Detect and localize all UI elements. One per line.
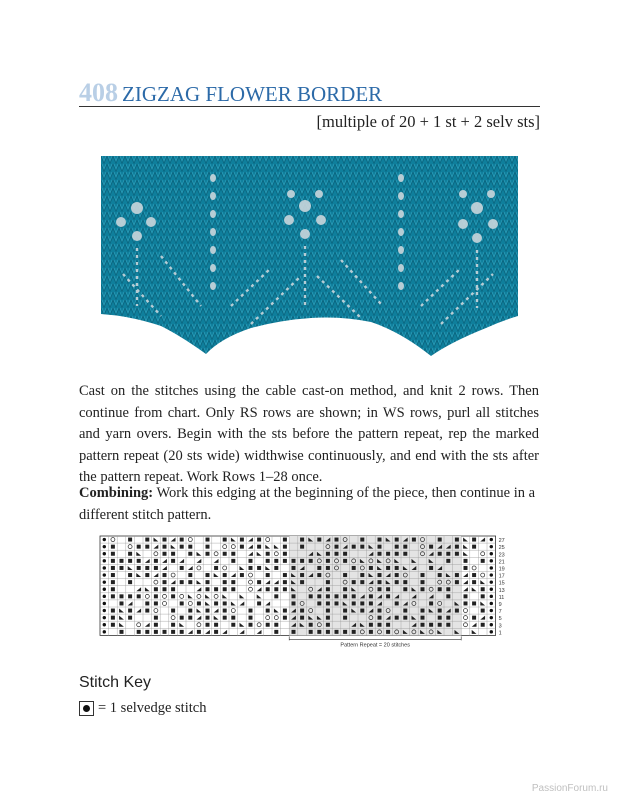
- pattern-header: [79, 78, 382, 108]
- stitch-key-heading: Stitch Key: [79, 674, 152, 691]
- title-rule: [79, 106, 540, 107]
- stitch-chart-grid: [99, 535, 519, 651]
- swatch-photo: [101, 156, 518, 358]
- pattern-number: 408: [79, 78, 118, 107]
- chart-row-number: 9: [498, 602, 502, 608]
- chart-row-number: 3: [498, 623, 502, 630]
- chart-row-number: 17: [498, 573, 505, 580]
- chart-row-number: 21: [498, 559, 505, 566]
- chart-row-number: 23: [498, 552, 505, 559]
- instructions-paragraph: Cast on the stitches using the cable cast-on method, and knit 2 rows. Then continue from chart. Only RS rows are shown; in WS rows, purl all stitches and yarn overs. Begin with the sts before the pattern repeat, rep the marked pattern repeat (20 sts wide) widthwise continuously, and end with the sts after the pattern repeat. Work Rows 1–28 once.: [79, 383, 539, 486]
- combining-paragraph: [79, 483, 539, 526]
- chart-row-number: 11: [498, 594, 505, 601]
- stitch-chart: [99, 535, 519, 651]
- combining-label: Combining:: [79, 485, 154, 501]
- chart-row-number: 15: [498, 580, 505, 587]
- stitch-key-label: = 1 selvedge stitch: [98, 700, 207, 716]
- selvedge-stitch-icon: [79, 701, 94, 716]
- chart-row-number: 7: [498, 609, 502, 616]
- stitch-key-item: [79, 700, 206, 717]
- chart-row-number: 5: [498, 616, 502, 623]
- chart-row-number: 19: [498, 566, 505, 573]
- watermark: PassionForum.ru: [531, 783, 608, 794]
- combining-text: Work this edging at the beginning of the piece, then continue in a different stitch pattern.: [79, 485, 536, 523]
- swatch-illustration: [101, 156, 518, 358]
- chart-row-number: 13: [498, 587, 505, 594]
- pattern-multiple: [multiple of 20 + 1 st + 2 selv sts]: [316, 112, 540, 131]
- pattern-repeat-label: Pattern Repeat = 20 stitches: [340, 642, 410, 649]
- pattern-title: ZIGZAG FLOWER BORDER: [122, 82, 383, 106]
- chart-row-number: 1: [498, 630, 502, 637]
- chart-row-number: 27: [498, 538, 505, 545]
- chart-row-number: 25: [498, 545, 505, 552]
